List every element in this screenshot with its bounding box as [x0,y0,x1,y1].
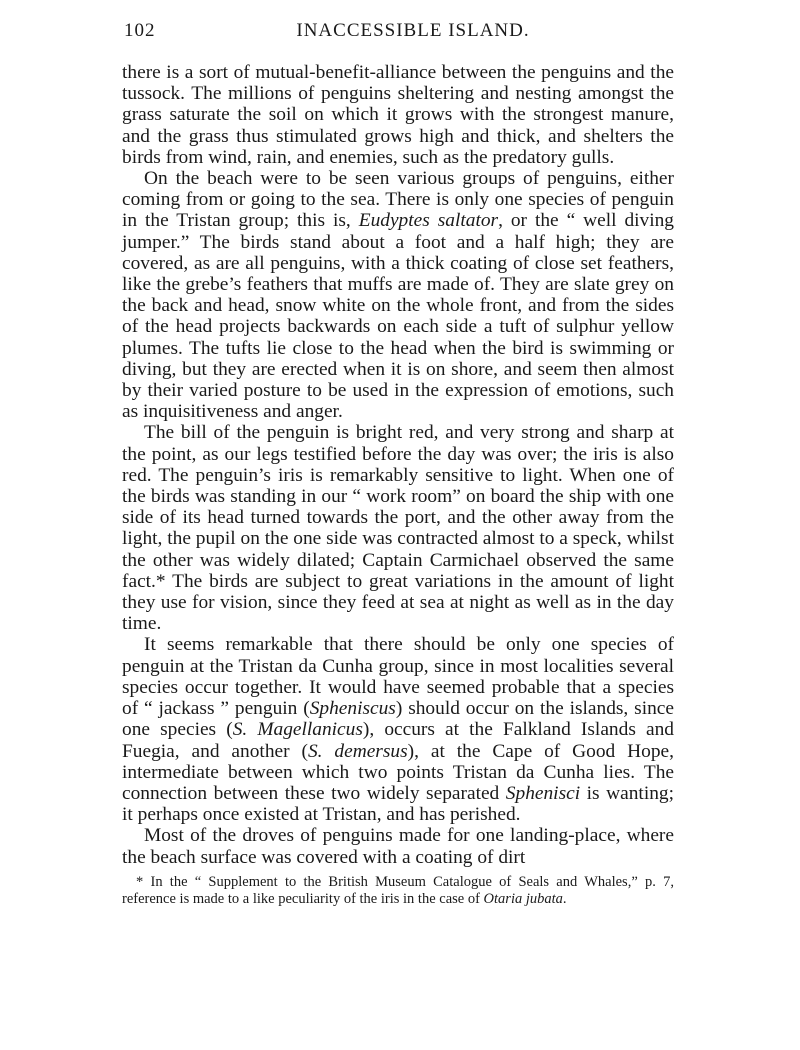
italic-text: S. Magellanicus [232,719,363,741]
text-run: Most of the droves of penguins made for one landing-place, where the beach surface was covered with a coating of dirt [122,825,674,868]
text-run: The bill of the penguin is bright red, and very strong and sharp at the point, as our legs testified before the day was over; the iris is also red. The penguin’s iris is remarkably sensitive to light. When one of the birds was standing in our “ work room” on board the ship with one side of its head turned towards the port, and the other away from the light, the pupil on the one side was contracted almost to a speck, whilst the other was widely dilated; Captain Carmichael observed the same fact.* The birds are subject to great variations in the amount of light they use for vision, since they feed at sea at night as well as in the day time. [122,422,674,635]
paragraph [122,825,674,867]
text-run: It seems remarkable that there should be only one species of penguin at the Tristan da Cunha group, since in most localities several species occur together. It would have seemed probable that a species of “ jackass ” penguin ( [122,634,674,720]
italic-text: Otaria jubata [483,890,563,907]
text-run: ) should occur on the islands, since one species ( [122,698,674,741]
paragraph [122,422,674,634]
text-run: is wanting; it perhaps once existed at Tristan, and has perished. [122,782,674,826]
text-run: , or the “ well diving jumper.” The birds stand about a foot and a half high; they are covered, as are all penguins, with a thick coating of close set feathers, like the grebe’s feathers that muffs are made of. They are slate grey on the back and head, snow white on the whole front, and from the sides of the head projects backwards on each side a tuft of sulphur yellow plumes. The tufts lie close to the head when the bird is swimming or diving, but they are erected when it is on shore, and seem then almost by their varied posture to be used in the expression of emotions, such as inquisitiveness and anger. [122,210,674,423]
text-run: . [562,890,567,907]
italic-text: Sphenisci [505,782,581,804]
footnote [122,874,674,908]
paragraph [122,634,674,825]
italic-text: S. demersus [307,740,408,762]
running-head [122,20,674,48]
body-text [122,62,674,868]
running-title: INACCESSIBLE ISLAND. [296,20,530,41]
book-page [122,20,674,908]
text-run: ), at the Cape of Good Hope, intermediate between which two points Tristan da Cunha lies. The connection between these two widely separated [122,740,674,804]
text-run: there is a sort of mutual-benefit-alliance between the penguins and the tussock. The millions of penguins sheltering and nesting amongst the grass saturate the soil on which it grows with the strongest manure, and the grass thus stimulated grows high and thick, and shelters the birds from wind, rain, and enemies, such as the predatory gulls. [122,62,674,168]
page-number: 102 [124,20,156,41]
text-run: ), occurs at the Falkland Islands and Fuegia, and another ( [122,719,674,762]
text-run: * In the “ Supplement to the British Museum Catalogue of Seals and Whales,” p. 7, reference is made to a like peculiarity of the iris in the case of [122,873,674,907]
paragraph [122,168,674,422]
italic-text: Eudyptes saltator [358,210,499,232]
paragraph [122,62,674,168]
text-run: On the beach were to be seen various groups of penguins, either coming from or going to the sea. There is only one species of penguin in the Tristan group; this is, [122,168,674,232]
italic-text: Spheniscus [309,698,396,720]
